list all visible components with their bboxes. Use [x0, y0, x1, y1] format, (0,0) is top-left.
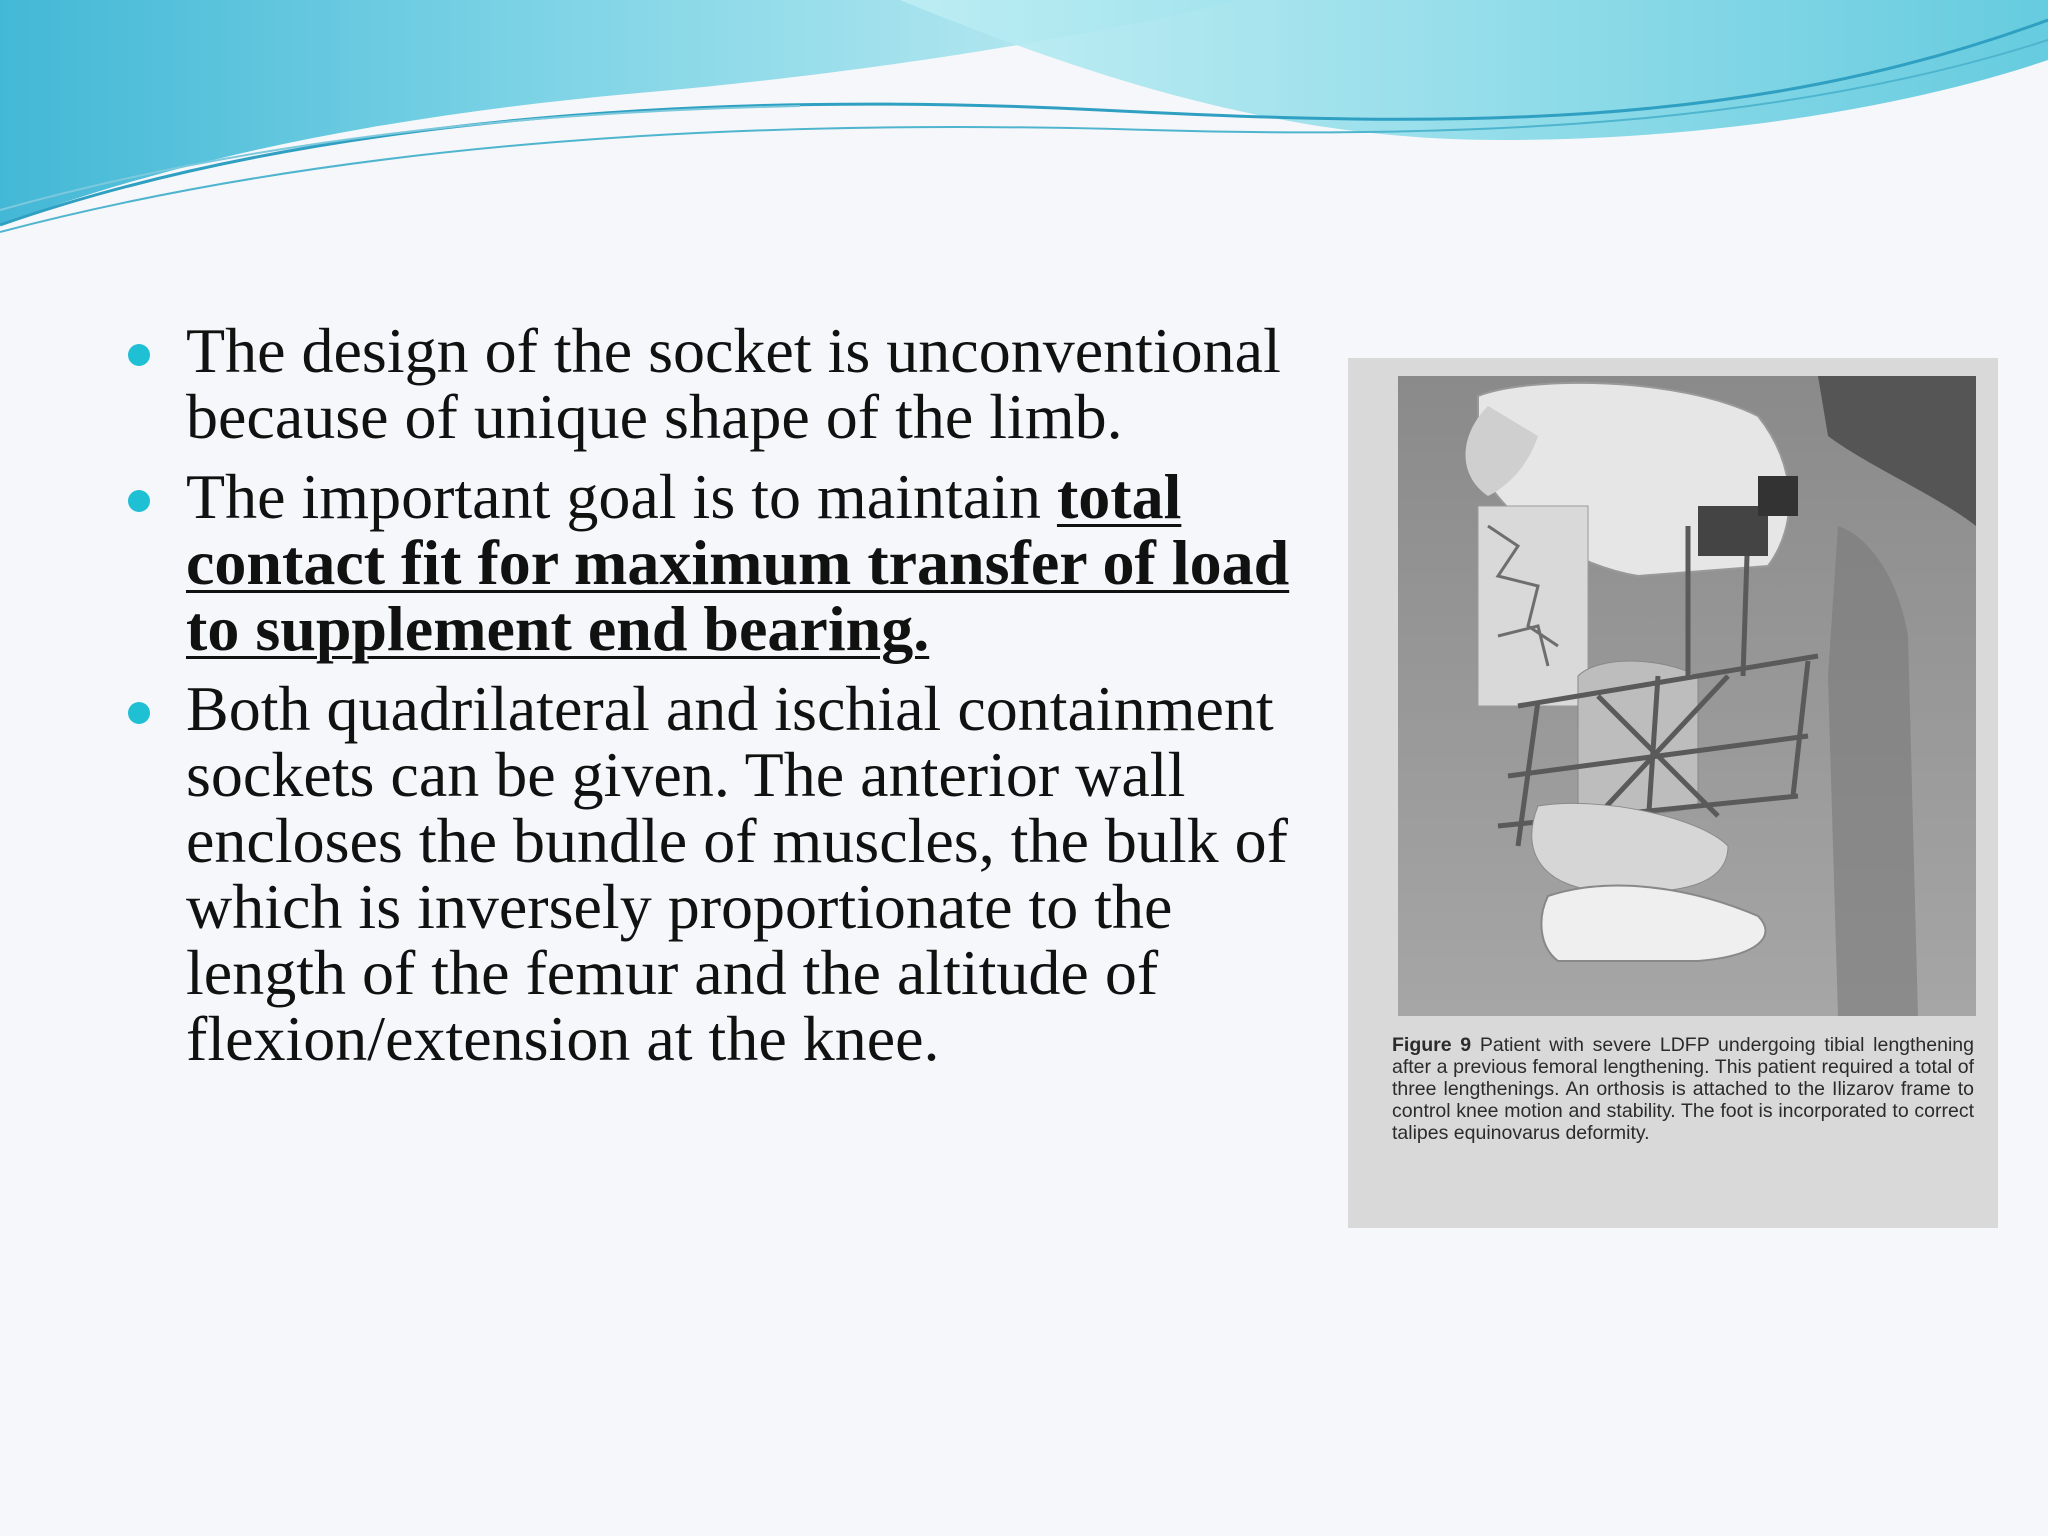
- bullet-item: [128, 315, 1308, 452]
- bullet-dot: [128, 702, 150, 724]
- bullet-text: The important goal is to maintain: [186, 461, 1057, 532]
- bullet-dot: [128, 490, 150, 512]
- bullet-text: The design of the socket is unconventional because of unique shape of the limb.: [186, 315, 1281, 452]
- bullet-list: [128, 315, 1308, 1086]
- bullet-emphasis: total contact fit for maximum transfer of load to supplement end bearing.: [186, 461, 1290, 664]
- figure-label: Figure 9: [1392, 1034, 1480, 1056]
- bullet-dot: [128, 344, 150, 366]
- bullet-item: [128, 673, 1308, 1074]
- patient-leg-photo: [1398, 376, 1976, 1374]
- figure-scan: [1348, 358, 1998, 1228]
- header-wave-decoration: [0, 0, 2048, 240]
- figure-caption: [1392, 1034, 1974, 1144]
- figure-caption-text: Patient with severe LDFP undergoing tibial lengthening after a previous femoral lengthening. This patient required a total of three lengthenings. An orthosis is attached to the Ilizarov frame to control knee motion and stability. The foot is incorporated to correct talipes equinovarus deformity.: [1392, 1034, 1974, 1144]
- bullet-text: Both quadrilateral and ischial containment sockets can be given. The anterior wall encloses the bundle of muscles, the bulk of which is inversely proportionate to the length of the femur and the altitude of flexion/extension at the knee.: [186, 673, 1288, 1074]
- bullet-item: [128, 461, 1308, 664]
